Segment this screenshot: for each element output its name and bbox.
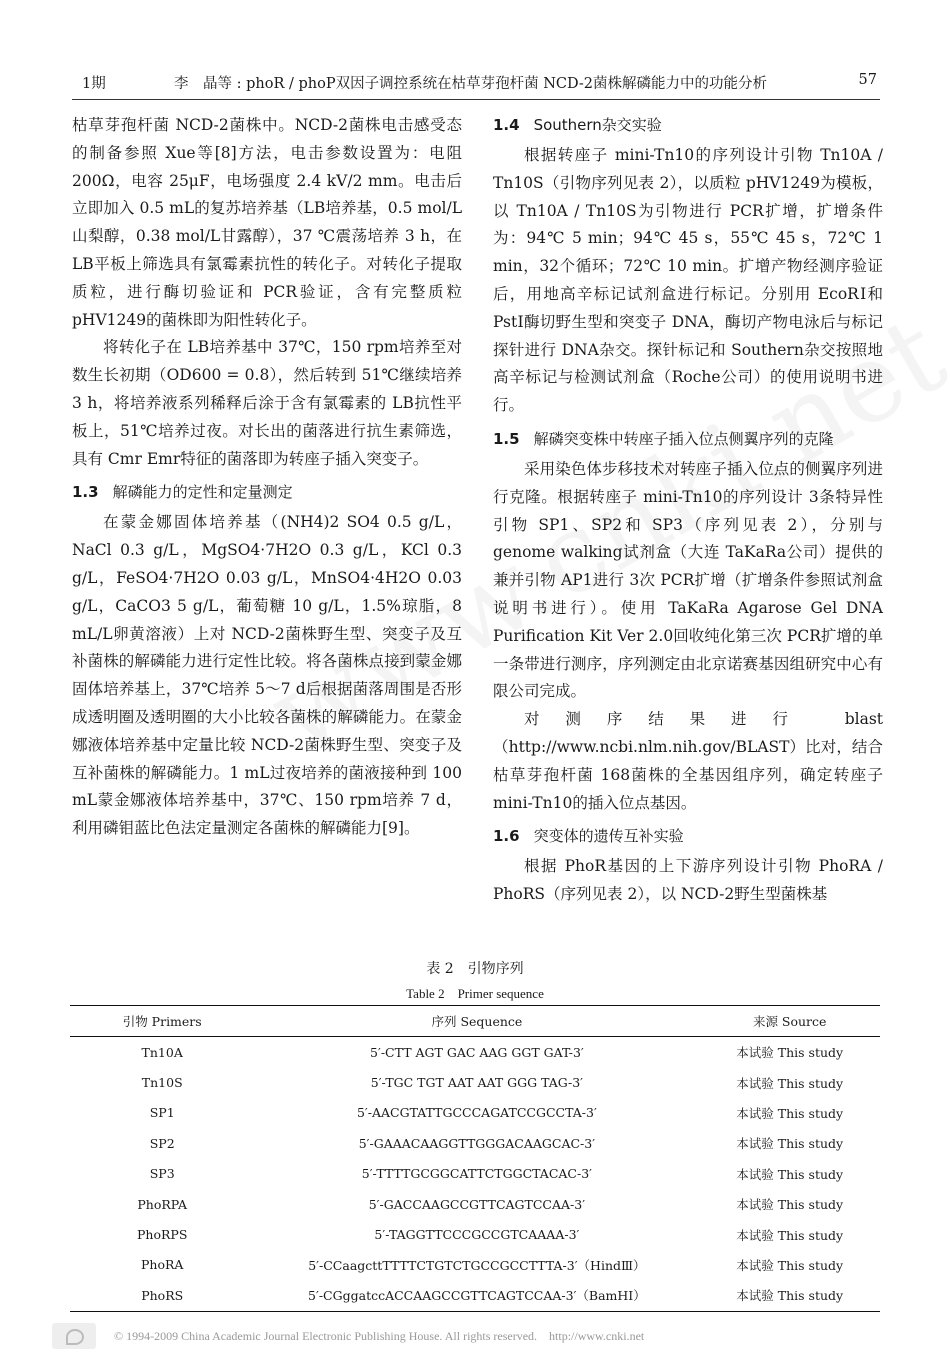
section-title: 解磷能力的定性和定量测定 — [112, 483, 293, 502]
primer-name: PhoRS — [70, 1280, 254, 1311]
section-title: 解磷突变株中转座子插入位点侧翼序列的克隆 — [533, 429, 834, 448]
primer-source: 本试验 This study — [736, 1166, 844, 1182]
primer-name: Tn10A — [141, 1044, 183, 1060]
paragraph: 采用染色体步移技术对转座子插入位点的侧翼序列进行克隆。根据转座子 mini-Tn10的序列设计 3条特异性引物 SP1、SP2和 SP3（序列见表 2），分别与 genome walking试剂盒（大连 TaKaRa公司）提供的兼并引物 AP1进行 3次 PCR扩增（扩增条件参照试剂盒说明书进行）。使用 TaKaRa Agarose Gel DNA Purification Kit Ver 2.0回收纯化第三次 PCR扩增的单一条带进行测序，序列测定由北京诺赛基因组研究中心有限公司完成。 — [493, 459, 883, 701]
section-title: 突变体的遗传互补实验 — [533, 827, 684, 846]
column-header-sequence: 序列 Sequence — [254, 1006, 699, 1037]
primer-sequence: 5′-TAGGTTCCCGCCGTCAAAA-3′ — [374, 1227, 580, 1243]
primer-source: 本试验 This study — [736, 1227, 844, 1243]
table-row — [70, 1159, 880, 1189]
footer — [52, 1327, 932, 1349]
primer-table — [70, 1005, 880, 1312]
section-number: 1.6 — [493, 827, 520, 846]
section-number: 1.5 — [493, 429, 520, 448]
paragraph: 对测序结果进行 blast（http://www.ncbi.nlm.nih.gov/BLAST）比对，结合枯草芽孢杆菌 168菌株的全基因组序列，确定转座子 mini-Tn10的插入位点基因。 — [493, 710, 883, 812]
primer-source: 本试验 This study — [736, 1136, 844, 1152]
left-column — [72, 112, 462, 843]
paragraph: 根据转座子 mini-Tn10的序列设计引物 Tn10A / Tn10S（引物序列见表 2），以质粒 pHV1249为模板，以 Tn10A / Tn10S为引物进行 PCR扩增，扩增条件为：94℃ 5 min；94℃ 45 s，55℃ 45 s，72℃ 1 min，32个循环；72℃ 10 min。扩增产物经测序验证后，用地高辛标记试剂盒进行标记。分别用 EcoRⅠ和 PstⅠ酶切野生型和突变子 DNA，酶切产物电泳后与标记探针进行 DNA杂交。探针标记和 Southern杂交按照地高辛标记与检测试剂盒（Roche公司）的使用说明书进行。 — [493, 146, 883, 415]
table-row — [70, 1067, 880, 1097]
primer-sequence: 5′-CTT AGT GAC AAG GGT GAT-3′ — [370, 1044, 584, 1060]
section-heading — [72, 479, 462, 506]
primer-name: PhoRPS — [137, 1227, 188, 1243]
header-rule — [72, 99, 880, 100]
table-caption-en: Table 2 Primer sequence — [406, 986, 544, 1001]
primer-source: 本试验 This study — [736, 1045, 844, 1061]
paragraph: 在蒙金娜固体培养基（(NH4)2 SO4 0.5 g/L，NaCl 0.3 g/L，MgSO4·7H2O 0.3 g/L，KCl 0.3 g/L，FeSO4·7H2O 0.03 g/L，MnSO4·4H2O 0.03 g/L，CaCO3 5 g/L，葡萄糖 10 g/L，1.5%琼脂，8 mL/L卵黄溶液）上对 NCD-2菌株野生型、突变子及互补菌株的解磷能力进行定性比较。将各菌株点接到蒙金娜固体培养基上，37℃培养 5～7 d后根据菌落周围是否形成透明圈及透明圈的大小比较各菌株的解磷能力。在蒙金娜液体培养基中定量比较 NCD-2菌株野生型、突变子及互补菌株的解磷能力。1 mL过夜培养的菌液接种到 100 mL蒙金娜液体培养基中，37℃、150 rpm培养 7 d，利用磷钼蓝比色法定量测定各菌株的解磷能力[9]。 — [72, 513, 462, 838]
cnki-logo-icon — [52, 1323, 96, 1349]
primer-source: 本试验 This study — [699, 1280, 880, 1311]
running-title: 李 晶等 : phoR / phoP双因子调控系统在枯草芽孢杆菌 NCD-2菌株解磷能力中的功能分析 — [174, 76, 767, 92]
paragraph: 枯草芽孢杆菌 NCD-2菌株中。NCD-2菌株电击感受态的制备参照 Xue等[8]方法，电击参数设置为：电阻 200Ω，电容 25μF，电场强度 2.4 kV/2 mm。电击后立即加入 0.5 mL的复苏培养基（LB培养基，0.5 mol/L山梨醇，0.38 mol/L甘露醇），37 ℃震荡培养 3 h，在 LB平板上筛选具有氯霉素抗性的转化子。对转化子提取质粒，进行酶切验证和 PCR验证，含有完整质粒 pHV1249的菌株即为阳性转化子。 — [72, 116, 462, 329]
primer-sequence: 5′-TTTTGCGGCATTCTGGCTACAC-3′ — [361, 1166, 593, 1182]
right-column — [493, 112, 883, 909]
primer-source: 本试验 This study — [736, 1075, 844, 1091]
column-header-primers: 引物 Primers — [70, 1006, 254, 1037]
primer-name: Tn10S — [141, 1075, 183, 1091]
section-heading — [493, 426, 883, 453]
table-row — [70, 1037, 880, 1068]
primer-name: SP1 — [149, 1105, 175, 1121]
table-row — [70, 1219, 880, 1249]
paragraph: 根据 PhoR基因的上下游序列设计引物 PhoRA / PhoRS（序列见表 2），以 NCD-2野生型菌株基 — [493, 857, 883, 904]
primer-sequence: 5′-GACCAAGCCGTTCAGTCCAA-3′ — [368, 1196, 586, 1212]
table-row — [70, 1189, 880, 1219]
table-row — [70, 1250, 880, 1280]
section-title: Southern杂交实验 — [533, 116, 662, 134]
primer-name: PhoRPA — [137, 1196, 188, 1212]
primer-source: 本试验 This study — [736, 1105, 844, 1121]
primer-sequence: 5′-TGC TGT AAT AAT GGG TAG-3′ — [370, 1075, 584, 1091]
primer-sequence: 5′-AACGTATTGCCCAGATCCGCCTA-3′ — [356, 1105, 597, 1121]
running-header — [82, 72, 877, 98]
primer-sequence: 5′-CCaagcttTTTTCTGTCTGCCGCCTTTA-3′（HindⅢ） — [308, 1257, 646, 1273]
paragraph: 将转化子在 LB培养基中 37℃，150 rpm培养至对数生长初期（OD600 = 0.8），然后转到 51℃继续培养 3 h，将培养液系列稀释后涂于含有氯霉素的 LB抗性平板上，51℃培养过夜。对长出的菌落进行抗生素筛选，具有 Cmr Emr特征的菌落即为转座子插入突变子。 — [72, 338, 462, 468]
copyright-text: © 1994-2009 China Academic Journal Electronic Publishing House. All rights reserved. http://www.cnki.net — [114, 1329, 645, 1343]
primer-sequence: 5′-GAAACAAGGTTGGGACAAGCAC-3′ — [358, 1135, 596, 1151]
primer-source: 本试验 This study — [736, 1257, 844, 1273]
primer-name: PhoRA — [140, 1257, 184, 1273]
table-row — [70, 1280, 880, 1311]
section-heading — [493, 823, 883, 850]
issue-label: 1期 — [82, 76, 106, 92]
primer-name: SP3 — [149, 1166, 175, 1182]
column-header-source: 来源 Source — [699, 1006, 880, 1037]
table-row — [70, 1098, 880, 1128]
table-row — [70, 1128, 880, 1158]
primer-source: 本试验 This study — [736, 1197, 844, 1213]
table-caption-cn: 表 2 引物序列 — [426, 961, 524, 977]
primer-sequence: 5′-CGggatccACCAAGCCGTTCAGTCCAA-3′（BamHⅠ） — [254, 1280, 699, 1311]
page-number: 57 — [858, 72, 877, 88]
primer-name: SP2 — [149, 1135, 175, 1151]
table-header-row — [70, 1006, 880, 1037]
section-heading — [493, 112, 883, 139]
section-number: 1.3 — [72, 483, 99, 502]
section-number: 1.4 — [493, 116, 520, 134]
